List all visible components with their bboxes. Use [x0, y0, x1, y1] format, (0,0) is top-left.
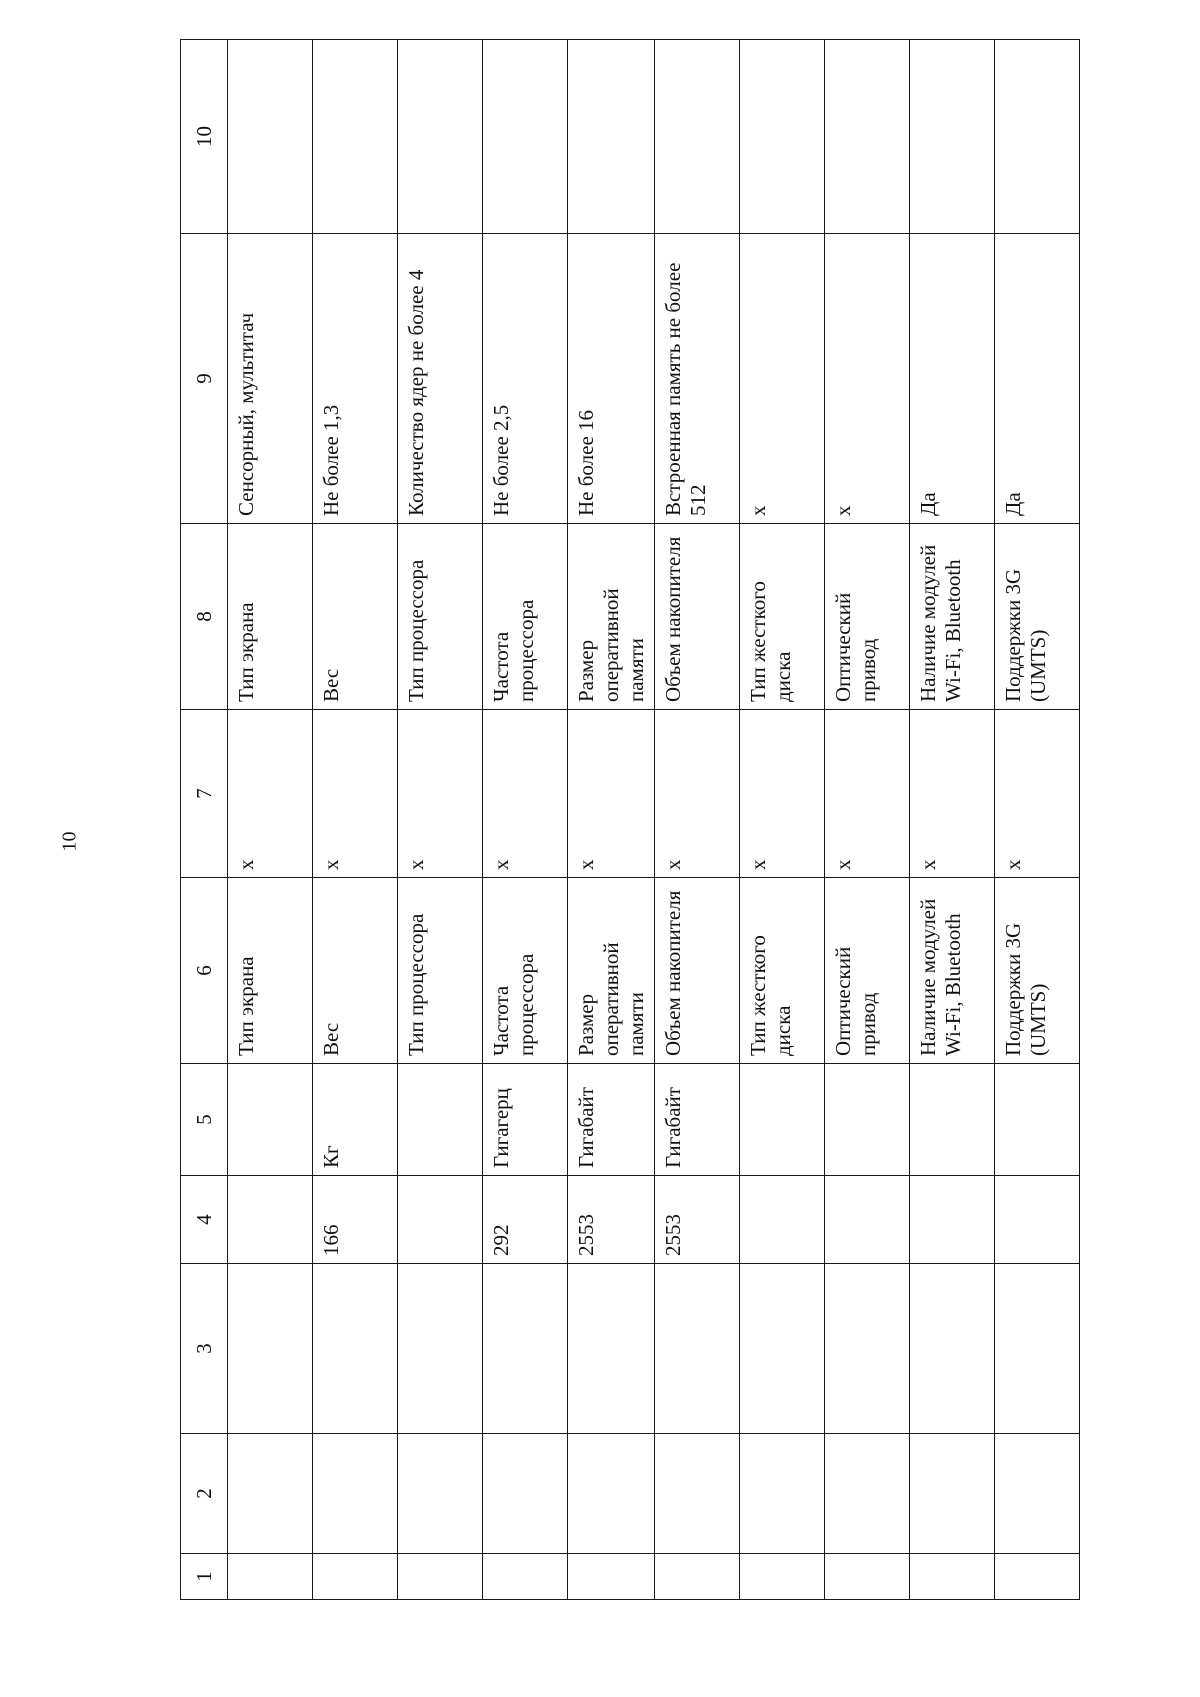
table-cell — [825, 1554, 910, 1600]
table-cell: х — [398, 710, 483, 878]
table-cell: х — [483, 710, 568, 878]
table-cell — [568, 1554, 655, 1600]
table-cell: Гигагерц — [483, 1064, 568, 1176]
table-cell: 166 — [313, 1176, 398, 1264]
table-cell: Частота процессора — [483, 524, 568, 710]
table-cell — [910, 40, 995, 234]
table-cell — [655, 1434, 740, 1554]
table-row — [313, 40, 398, 1600]
table-cell: Размер оперативной памяти — [568, 524, 655, 710]
column-header: 6 — [181, 878, 228, 1064]
table-header-row — [181, 40, 228, 1600]
table-cell — [995, 1264, 1080, 1434]
table-cell — [995, 1434, 1080, 1554]
table-cell: Да — [995, 234, 1080, 524]
table-cell — [228, 1064, 313, 1176]
table-cell: Объем накопителя — [655, 524, 740, 710]
table-cell — [228, 1554, 313, 1600]
page-number: 10 — [58, 831, 81, 852]
table-row — [398, 40, 483, 1600]
column-header: 4 — [181, 1176, 228, 1264]
table-cell: Гигабайт — [655, 1064, 740, 1176]
table-cell: х — [825, 234, 910, 524]
table-cell — [398, 1064, 483, 1176]
table-cell — [568, 1264, 655, 1434]
table-cell — [228, 1264, 313, 1434]
table-cell — [398, 40, 483, 234]
table-cell — [483, 1554, 568, 1600]
table-cell: х — [655, 710, 740, 878]
table-cell: х — [313, 710, 398, 878]
table-row — [228, 40, 313, 1600]
table-cell — [228, 40, 313, 234]
table-cell: Объем накопителя — [655, 878, 740, 1064]
table-cell — [655, 1264, 740, 1434]
table-cell: Не более 16 — [568, 234, 655, 524]
table-cell — [825, 1434, 910, 1554]
table-cell: х — [740, 234, 825, 524]
column-header: 5 — [181, 1064, 228, 1176]
table-cell — [313, 1434, 398, 1554]
table-cell: х — [568, 710, 655, 878]
table-cell: Частота процессора — [483, 878, 568, 1064]
table-row — [910, 40, 995, 1600]
table-cell — [910, 1434, 995, 1554]
table-row — [995, 40, 1080, 1600]
column-header: 10 — [181, 40, 228, 234]
table-cell — [483, 1264, 568, 1434]
table-cell — [910, 1554, 995, 1600]
table-cell — [910, 1176, 995, 1264]
table-cell — [228, 1176, 313, 1264]
table-cell — [740, 40, 825, 234]
table-cell — [398, 1434, 483, 1554]
table-cell: Вес — [313, 878, 398, 1064]
column-header: 9 — [181, 234, 228, 524]
table-cell — [740, 1434, 825, 1554]
table-cell: Гигабайт — [568, 1064, 655, 1176]
table-cell — [398, 1176, 483, 1264]
table-cell: Оптический привод — [825, 524, 910, 710]
table-cell — [740, 1264, 825, 1434]
table-cell: Тип жесткого диска — [740, 878, 825, 1064]
table-cell: Да — [910, 234, 995, 524]
table-cell: Сенсорный, мультитач — [228, 234, 313, 524]
table-cell — [568, 40, 655, 234]
table-cell — [313, 1554, 398, 1600]
column-header: 1 — [181, 1554, 228, 1600]
table-cell — [825, 1064, 910, 1176]
table-cell: х — [740, 710, 825, 878]
characteristics-table — [180, 39, 1080, 1600]
table-cell: х — [910, 710, 995, 878]
table-cell — [483, 40, 568, 234]
table-cell — [995, 1176, 1080, 1264]
table-cell — [825, 1176, 910, 1264]
table-cell: 2553 — [655, 1176, 740, 1264]
table-cell: Тип процессора — [398, 878, 483, 1064]
table-cell: Наличие модулей Wi-Fi, Bluetooth — [910, 524, 995, 710]
table-cell: Кг — [313, 1064, 398, 1176]
table-cell — [568, 1434, 655, 1554]
table-cell: Оптический привод — [825, 878, 910, 1064]
table-cell — [398, 1554, 483, 1600]
table-cell: Не более 2,5 — [483, 234, 568, 524]
table-cell — [313, 40, 398, 234]
table-cell — [995, 1064, 1080, 1176]
table-cell: х — [995, 710, 1080, 878]
table-cell: Тип экрана — [228, 524, 313, 710]
table-row — [825, 40, 910, 1600]
column-header: 2 — [181, 1434, 228, 1554]
table-cell: Тип процессора — [398, 524, 483, 710]
table-cell — [398, 1264, 483, 1434]
table-cell — [655, 40, 740, 234]
table-cell — [483, 1434, 568, 1554]
table-cell — [740, 1064, 825, 1176]
table-cell: Поддержки 3G (UMTS) — [995, 524, 1080, 710]
table-row — [740, 40, 825, 1600]
table-cell — [740, 1176, 825, 1264]
table-cell — [995, 40, 1080, 234]
table-cell — [825, 40, 910, 234]
table-cell: Тип жесткого диска — [740, 524, 825, 710]
table-cell: Поддержки 3G (UMTS) — [995, 878, 1080, 1064]
table-cell — [228, 1434, 313, 1554]
table-cell: Количество ядер не более 4 — [398, 234, 483, 524]
table-cell — [910, 1264, 995, 1434]
table-row — [655, 40, 740, 1600]
table-cell: Тип экрана — [228, 878, 313, 1064]
table-row — [568, 40, 655, 1600]
column-header: 3 — [181, 1264, 228, 1434]
table-cell: Встроенная память не более 512 — [655, 234, 740, 524]
table-cell: х — [228, 710, 313, 878]
table-cell: Вес — [313, 524, 398, 710]
table-cell: Не более 1,3 — [313, 234, 398, 524]
table-cell — [740, 1554, 825, 1600]
table-cell: х — [825, 710, 910, 878]
column-header: 8 — [181, 524, 228, 710]
table-row — [483, 40, 568, 1600]
table-cell: 2553 — [568, 1176, 655, 1264]
column-header: 7 — [181, 710, 228, 878]
table-cell: 292 — [483, 1176, 568, 1264]
table-cell — [910, 1064, 995, 1176]
table-cell — [655, 1554, 740, 1600]
table-cell — [995, 1554, 1080, 1600]
table-cell: Размер оперативной памяти — [568, 878, 655, 1064]
table-cell: Наличие модулей Wi-Fi, Bluetooth — [910, 878, 995, 1064]
table-cell — [825, 1264, 910, 1434]
table-cell — [313, 1264, 398, 1434]
rotated-table-wrapper — [180, 40, 1051, 1600]
